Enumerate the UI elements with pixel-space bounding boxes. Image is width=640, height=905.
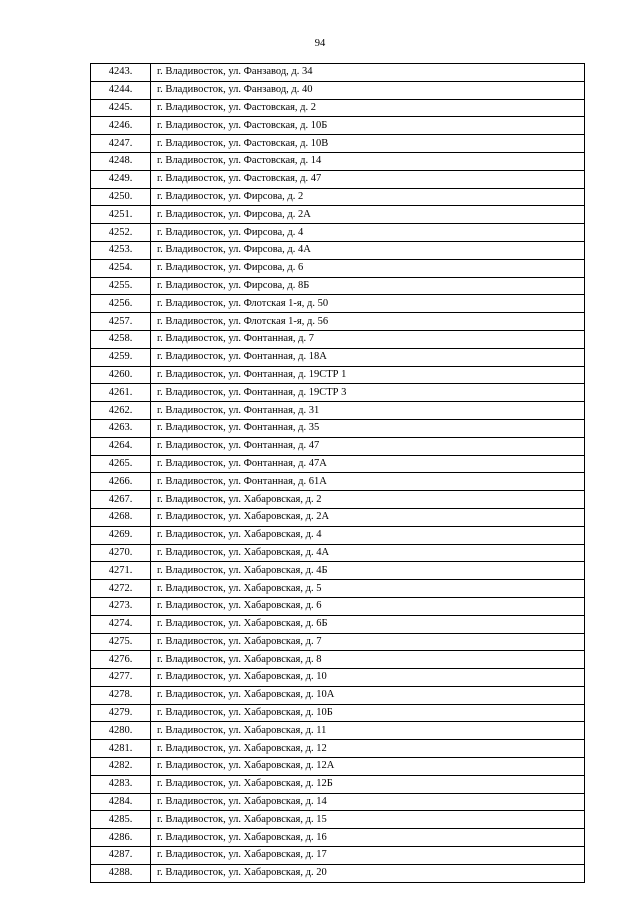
table-row [91, 330, 585, 348]
row-number: 4271. [91, 562, 151, 580]
table-row [91, 135, 585, 153]
table-row [91, 259, 585, 277]
row-number: 4286. [91, 829, 151, 847]
row-number: 4243. [91, 64, 151, 82]
table-row [91, 562, 585, 580]
row-number: 4259. [91, 348, 151, 366]
row-address: г. Владивосток, ул. Фастовская, д. 10Б [151, 117, 585, 135]
row-number: 4277. [91, 669, 151, 687]
table-row [91, 188, 585, 206]
row-address: г. Владивосток, ул. Хабаровская, д. 14 [151, 793, 585, 811]
table-row [91, 117, 585, 135]
table-row [91, 829, 585, 847]
row-address: г. Владивосток, ул. Хабаровская, д. 5 [151, 580, 585, 598]
row-number: 4254. [91, 259, 151, 277]
row-address: г. Владивосток, ул. Хабаровская, д. 11 [151, 722, 585, 740]
table-row [91, 473, 585, 491]
table-row [91, 419, 585, 437]
table-row [91, 384, 585, 402]
row-number: 4287. [91, 847, 151, 865]
row-address: г. Владивосток, ул. Флотская 1-я, д. 50 [151, 295, 585, 313]
row-address: г. Владивосток, ул. Хабаровская, д. 15 [151, 811, 585, 829]
table-row [91, 669, 585, 687]
table-row [91, 811, 585, 829]
row-number: 4281. [91, 740, 151, 758]
table-row [91, 295, 585, 313]
row-number: 4256. [91, 295, 151, 313]
row-address: г. Владивосток, ул. Фонтанная, д. 18А [151, 348, 585, 366]
row-number: 4246. [91, 117, 151, 135]
row-address: г. Владивосток, ул. Фонтанная, д. 19СТР 1 [151, 366, 585, 384]
table-row [91, 81, 585, 99]
row-address: г. Владивосток, ул. Хабаровская, д. 8 [151, 651, 585, 669]
row-number: 4266. [91, 473, 151, 491]
table-row [91, 313, 585, 331]
row-address: г. Владивосток, ул. Фанзавод, д. 34 [151, 64, 585, 82]
row-address: г. Владивосток, ул. Фонтанная, д. 31 [151, 402, 585, 420]
row-number: 4253. [91, 241, 151, 259]
row-address: г. Владивосток, ул. Хабаровская, д. 10А [151, 686, 585, 704]
row-address: г. Владивосток, ул. Хабаровская, д. 7 [151, 633, 585, 651]
table-row [91, 508, 585, 526]
row-number: 4279. [91, 704, 151, 722]
row-address: г. Владивосток, ул. Хабаровская, д. 4Б [151, 562, 585, 580]
row-number: 4280. [91, 722, 151, 740]
table-row [91, 99, 585, 117]
table-row [91, 740, 585, 758]
row-number: 4250. [91, 188, 151, 206]
table-row [91, 597, 585, 615]
row-address: г. Владивосток, ул. Хабаровская, д. 10 [151, 669, 585, 687]
row-number: 4265. [91, 455, 151, 473]
row-number: 4269. [91, 526, 151, 544]
page-number: 94 [314, 38, 326, 49]
row-address: г. Владивосток, ул. Хабаровская, д. 16 [151, 829, 585, 847]
row-address: г. Владивосток, ул. Хабаровская, д. 12А [151, 758, 585, 776]
row-address: г. Владивосток, ул. Фонтанная, д. 35 [151, 419, 585, 437]
row-address: г. Владивосток, ул. Хабаровская, д. 4А [151, 544, 585, 562]
row-number: 4257. [91, 313, 151, 331]
table-row [91, 758, 585, 776]
row-address: г. Владивосток, ул. Хабаровская, д. 2 [151, 491, 585, 509]
row-number: 4264. [91, 437, 151, 455]
row-number: 4261. [91, 384, 151, 402]
table-row [91, 686, 585, 704]
address-table [90, 63, 585, 883]
table-row [91, 277, 585, 295]
row-address: г. Владивосток, ул. Фирсова, д. 8Б [151, 277, 585, 295]
table-row [91, 64, 585, 82]
table-row [91, 152, 585, 170]
row-number: 4258. [91, 330, 151, 348]
row-number: 4260. [91, 366, 151, 384]
row-address: г. Владивосток, ул. Фастовская, д. 14 [151, 152, 585, 170]
row-address: г. Владивосток, ул. Хабаровская, д. 20 [151, 864, 585, 882]
row-number: 4283. [91, 775, 151, 793]
row-address: г. Владивосток, ул. Фирсова, д. 4 [151, 224, 585, 242]
table-row [91, 633, 585, 651]
row-address: г. Владивосток, ул. Фирсова, д. 2А [151, 206, 585, 224]
row-number: 4244. [91, 81, 151, 99]
row-number: 4245. [91, 99, 151, 117]
row-address: г. Владивосток, ул. Фонтанная, д. 47 [151, 437, 585, 455]
table-row [91, 722, 585, 740]
row-address: г. Владивосток, ул. Хабаровская, д. 10Б [151, 704, 585, 722]
row-address: г. Владивосток, ул. Фонтанная, д. 19СТР 3 [151, 384, 585, 402]
row-address: г. Владивосток, ул. Фастовская, д. 10В [151, 135, 585, 153]
row-address: г. Владивосток, ул. Фонтанная, д. 47А [151, 455, 585, 473]
table-row [91, 847, 585, 865]
table-row [91, 775, 585, 793]
table-row [91, 348, 585, 366]
row-number: 4268. [91, 508, 151, 526]
row-address: г. Владивосток, ул. Хабаровская, д. 17 [151, 847, 585, 865]
row-number: 4276. [91, 651, 151, 669]
table-row [91, 615, 585, 633]
table-row [91, 455, 585, 473]
table-row [91, 437, 585, 455]
row-number: 4278. [91, 686, 151, 704]
table-row [91, 241, 585, 259]
row-number: 4285. [91, 811, 151, 829]
row-number: 4252. [91, 224, 151, 242]
row-number: 4248. [91, 152, 151, 170]
row-address: г. Владивосток, ул. Хабаровская, д. 4 [151, 526, 585, 544]
row-number: 4255. [91, 277, 151, 295]
address-table-body [91, 64, 585, 883]
row-address: г. Владивосток, ул. Хабаровская, д. 6 [151, 597, 585, 615]
table-row [91, 170, 585, 188]
row-address: г. Владивосток, ул. Фанзавод, д. 40 [151, 81, 585, 99]
table-row [91, 224, 585, 242]
table-row [91, 366, 585, 384]
row-number: 4249. [91, 170, 151, 188]
row-address: г. Владивосток, ул. Фонтанная, д. 7 [151, 330, 585, 348]
row-number: 4247. [91, 135, 151, 153]
row-number: 4263. [91, 419, 151, 437]
row-address: г. Владивосток, ул. Хабаровская, д. 12 [151, 740, 585, 758]
table-row [91, 526, 585, 544]
row-address: г. Владивосток, ул. Хабаровская, д. 6Б [151, 615, 585, 633]
table-row [91, 402, 585, 420]
table-row [91, 206, 585, 224]
row-address: г. Владивосток, ул. Фонтанная, д. 61А [151, 473, 585, 491]
table-row [91, 793, 585, 811]
row-number: 4251. [91, 206, 151, 224]
table-row [91, 704, 585, 722]
table-row [91, 864, 585, 882]
row-number: 4273. [91, 597, 151, 615]
table-row [91, 544, 585, 562]
table-row [91, 491, 585, 509]
row-address: г. Владивосток, ул. Хабаровская, д. 12Б [151, 775, 585, 793]
row-address: г. Владивосток, ул. Фастовская, д. 2 [151, 99, 585, 117]
row-number: 4270. [91, 544, 151, 562]
row-number: 4284. [91, 793, 151, 811]
row-number: 4282. [91, 758, 151, 776]
row-address: г. Владивосток, ул. Фастовская, д. 47 [151, 170, 585, 188]
table-row [91, 651, 585, 669]
row-address: г. Владивосток, ул. Хабаровская, д. 2А [151, 508, 585, 526]
row-address: г. Владивосток, ул. Фирсова, д. 6 [151, 259, 585, 277]
row-number: 4274. [91, 615, 151, 633]
row-number: 4267. [91, 491, 151, 509]
row-address: г. Владивосток, ул. Фирсова, д. 2 [151, 188, 585, 206]
row-address: г. Владивосток, ул. Фирсова, д. 4А [151, 241, 585, 259]
row-address: г. Владивосток, ул. Флотская 1-я, д. 56 [151, 313, 585, 331]
row-number: 4275. [91, 633, 151, 651]
row-number: 4272. [91, 580, 151, 598]
row-number: 4262. [91, 402, 151, 420]
table-row [91, 580, 585, 598]
row-number: 4288. [91, 864, 151, 882]
